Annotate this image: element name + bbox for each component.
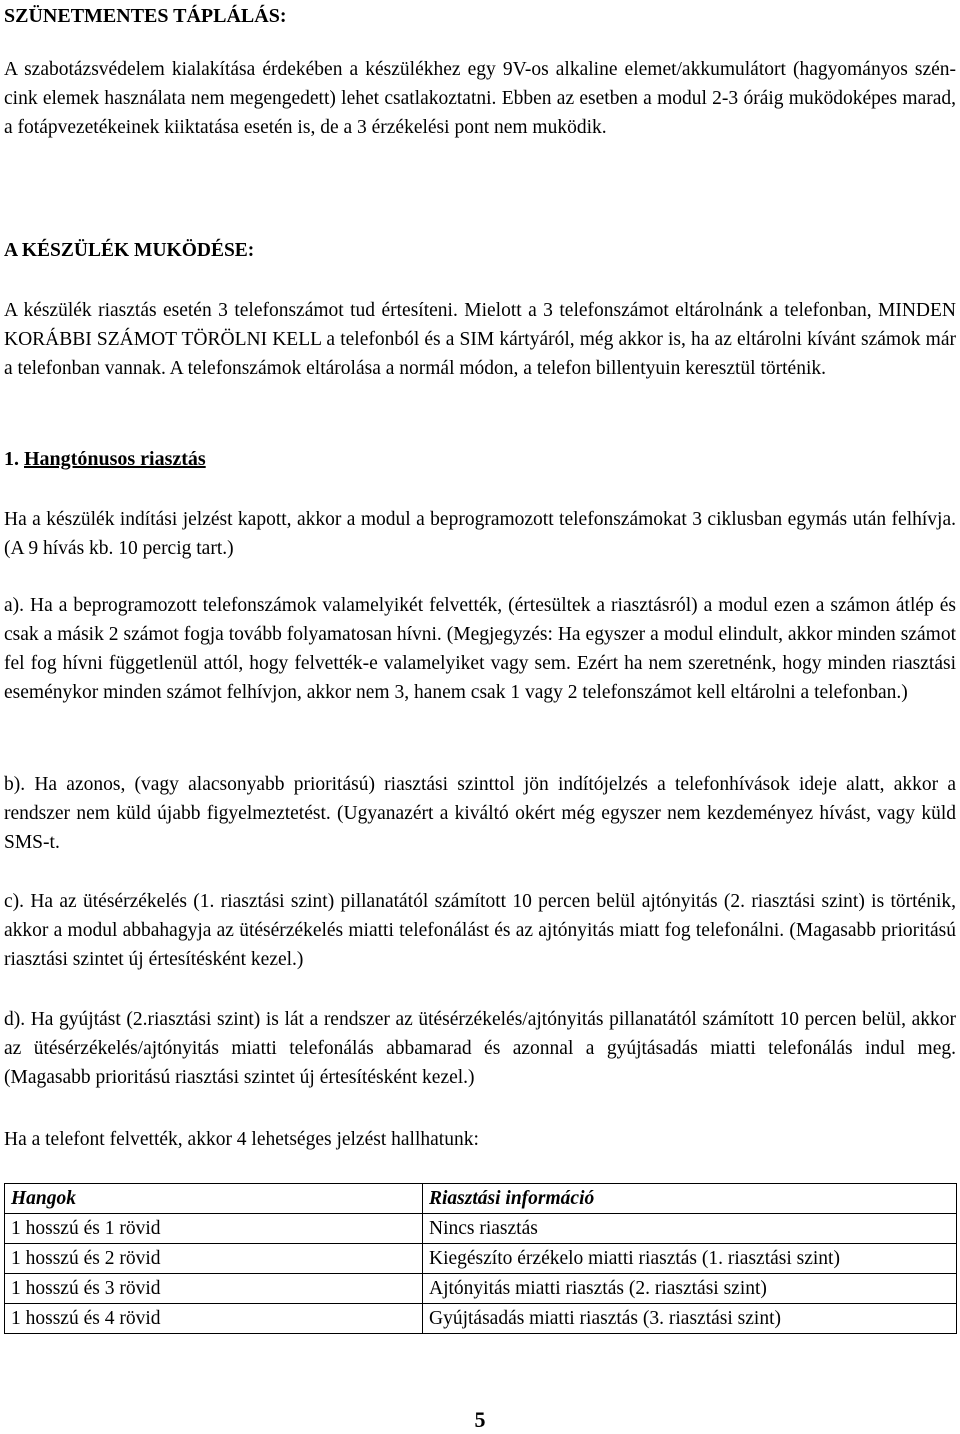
section-number: 1.	[4, 448, 19, 470]
list-item-d	[4, 1005, 956, 1092]
list-item-a	[4, 591, 956, 707]
table-row	[5, 1274, 957, 1304]
heading-device-operation: A KÉSZÜLÉK MUKÖDÉSE:	[4, 240, 255, 261]
column-header-alarm-info: Riasztási információ	[423, 1184, 957, 1214]
table-cell-sound: 1 hosszú és 3 rövid	[5, 1274, 423, 1304]
list-item-text: Ha gyújtást (2.riasztási szint) is lát a rendszer az ütésérzékelés/ajtónyitás pillanatától számított 10 percen belül, akkor az ütésérzékelés/ajtónyitás miatti telefonálás abbamarad és azonnal a gyújtásadás miatti telefonálás indul meg. (Magasabb prioritású riasztási szintet új értesítésként kezel.)	[4, 1009, 956, 1088]
list-item-text: Ha a beprogramozott telefonszámok valamelyikét felvették, (értesültek a riasztásról) a modul ezen a számon átlép és csak a másik 2 számot fogja tovább folyamatosan hívni. (Megjegyzés: Ha egyszer a modul elindult, akkor minden számot fel fog hívni függetlenül attól, hogy felvették-e valamelyiket vagy sem. Ezért ha nem szeretnénk, hogy minden riasztási eseménykor minden számot felhívjon, akkor nem 3, hanem csak 1 vagy 2 telefonszámot kell eltárolni a telefonban.)	[4, 595, 956, 703]
table-row	[5, 1304, 957, 1334]
paragraph-signals-intro: Ha a telefont felvették, akkor 4 lehetséges jelzést hallhatunk:	[4, 1129, 479, 1150]
table-cell-info: Ajtónyitás miatti riasztás (2. riasztási szint)	[423, 1274, 957, 1304]
column-header-sounds: Hangok	[5, 1184, 423, 1214]
list-item-label: d).	[4, 1009, 26, 1030]
list-item-b	[4, 770, 956, 857]
paragraph-tone-alarm-intro: Ha a készülék indítási jelzést kapott, akkor a modul a beprogramozott telefonszámokat 3 ciklusban egymás után felhívja. (A 9 hívás kb. 10 percig tart.)	[4, 509, 956, 559]
paragraph-uninterrupted-power: A szabotázsvédelem kialakítása érdekében a készülékhez egy 9V-os alkaline elemet/akkumulátort (hagyományos szén-cink elemek használata nem megengedett) lehet csatlakoztatni. Ebben az esetben a modul 2-3 óráig muködoképes marad, a fotápvezetékeinek kiiktatása esetén is, de a 3 érzékelési pont nem muködik.	[4, 59, 956, 138]
heading-uninterrupted-power: SZÜNETMENTES TÁPLÁLÁS:	[4, 5, 287, 27]
section-title-text: Hangtónusos riasztás	[24, 448, 206, 470]
list-item-label: a).	[4, 595, 25, 616]
list-item-label: b).	[4, 774, 26, 795]
page-number: 5	[474, 1407, 486, 1432]
paragraph-device-operation: A készülék riasztás esetén 3 telefonszámot tud értesíteni. Mielott a 3 telefonszámot eltárolnánk a telefonban, MINDEN KORÁBBI SZÁMOT TÖRÖLNI KELL a telefonból és a SIM kártyáról, még akkor is, ha az eltárolni kívánt számok már a telefonban vannak. A telefonszámok eltárolása a normál módon, a telefon billentyuin keresztül történik.	[4, 300, 956, 379]
table-cell-sound: 1 hosszú és 2 rövid	[5, 1244, 423, 1274]
list-item-label: c).	[4, 891, 25, 912]
table-cell-info: Gyújtásadás miatti riasztás (3. riasztási szint)	[423, 1304, 957, 1334]
table-cell-sound: 1 hosszú és 4 rövid	[5, 1304, 423, 1334]
list-item-text: Ha azonos, (vagy alacsonyabb prioritású) riasztási szinttol jön indítójelzés a telefonhívások ideje alatt, akkor a rendszer nem küld újabb figyelmeztetést. (Ugyanazért a kiváltó okért még egyszer nem kezdeményez hívást, vagy küld SMS-t.	[4, 774, 956, 853]
table-cell-info: Kiegészíto érzékelo miatti riasztás (1. riasztási szint)	[423, 1244, 957, 1274]
table-cell-sound: 1 hosszú és 1 rövid	[5, 1214, 423, 1244]
table-cell-info: Nincs riasztás	[423, 1214, 957, 1244]
section-title-tone-alarm	[4, 445, 206, 473]
list-item-text: Ha az ütésérzékelés (1. riasztási szint) pillanatától számított 10 percen belül ajtónyitás (2. riasztási szint) is történik, akkor a modul abbahagyja az ütésérzékelés miatti telefonálást és az ajtónyitás miatt fog telefonálni. (Magasabb prioritású riasztási szintet új értesítésként kezel.)	[4, 891, 956, 970]
table-header-row	[5, 1184, 957, 1214]
signal-table	[4, 1183, 957, 1334]
list-item-c	[4, 887, 956, 974]
table-row	[5, 1244, 957, 1274]
table-row	[5, 1214, 957, 1244]
